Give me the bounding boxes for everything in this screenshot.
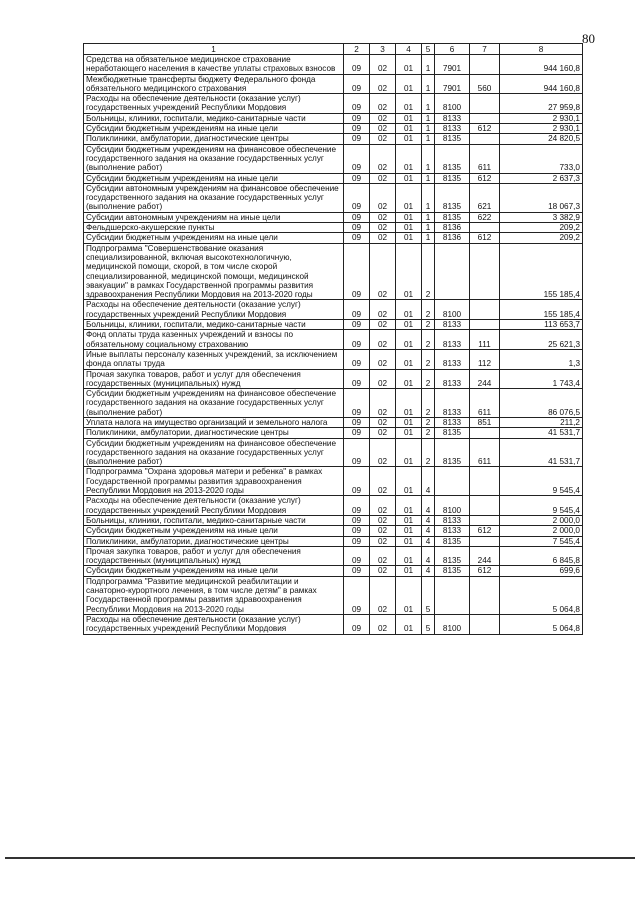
row-code-cell: 02 [370, 134, 396, 144]
row-amount-cell: 18 067,3 [500, 183, 583, 212]
table-row [84, 183, 583, 212]
table-row [84, 467, 583, 496]
row-code-cell: 8135 [435, 428, 470, 438]
row-code-cell: 612 [470, 124, 500, 134]
row-code-cell: 09 [344, 428, 370, 438]
row-name-cell: Субсидии бюджетным учреждениям на иные цели [84, 124, 344, 134]
row-amount-cell: 2 000,0 [500, 526, 583, 536]
row-code-cell: 01 [396, 223, 422, 233]
table-row [84, 417, 583, 427]
row-code-cell: 01 [396, 566, 422, 576]
table-row [84, 438, 583, 467]
row-code-cell [470, 55, 500, 75]
row-code-cell: 8133 [435, 389, 470, 418]
row-code-cell: 09 [344, 233, 370, 243]
row-amount-cell: 733,0 [500, 144, 583, 173]
row-code-cell: 02 [370, 243, 396, 300]
row-code-cell: 4 [422, 536, 435, 546]
row-name-cell: Уплата налога на имущество организаций и земельного налога [84, 417, 344, 427]
row-code-cell: 09 [344, 515, 370, 525]
row-amount-cell: 86 076,5 [500, 389, 583, 418]
row-amount-cell: 41 531,7 [500, 428, 583, 438]
row-code-cell: 1 [422, 183, 435, 212]
table-row [84, 320, 583, 330]
row-name-cell: Субсидии автономным учреждениям на иные цели [84, 212, 344, 222]
table-row [84, 134, 583, 144]
row-name-cell: Прочая закупка товаров, работ и услуг для обеспечения государственных (муниципальных) нужд [84, 546, 344, 566]
row-code-cell: 02 [370, 173, 396, 183]
row-code-cell [435, 467, 470, 496]
row-code-cell [435, 243, 470, 300]
row-amount-cell: 3 382,9 [500, 212, 583, 222]
row-code-cell: 1 [422, 233, 435, 243]
row-code-cell: 1 [422, 144, 435, 173]
row-code-cell: 4 [422, 467, 435, 496]
row-name-cell: Субсидии бюджетным учреждениям на иные цели [84, 526, 344, 536]
row-amount-cell: 24 820,5 [500, 134, 583, 144]
row-amount-cell: 944 160,8 [500, 55, 583, 75]
row-code-cell: 8100 [435, 94, 470, 114]
row-code-cell: 1 [422, 134, 435, 144]
row-code-cell: 2 [422, 243, 435, 300]
row-code-cell: 09 [344, 417, 370, 427]
row-code-cell: 8135 [435, 438, 470, 467]
row-code-cell [470, 614, 500, 634]
row-code-cell: 8133 [435, 515, 470, 525]
row-code-cell: 01 [396, 55, 422, 75]
header-cell: 6 [435, 44, 470, 55]
row-code-cell: 09 [344, 320, 370, 330]
row-code-cell: 01 [396, 94, 422, 114]
row-code-cell: 8135 [435, 134, 470, 144]
row-code-cell: 02 [370, 300, 396, 320]
row-code-cell [470, 428, 500, 438]
row-code-cell: 01 [396, 113, 422, 123]
row-code-cell: 01 [396, 546, 422, 566]
row-code-cell: 01 [396, 320, 422, 330]
table-row [84, 515, 583, 525]
row-code-cell: 09 [344, 536, 370, 546]
row-amount-cell: 7 545,4 [500, 536, 583, 546]
row-code-cell: 01 [396, 330, 422, 350]
table-row [84, 428, 583, 438]
row-code-cell [470, 113, 500, 123]
row-code-cell: 09 [344, 113, 370, 123]
header-cell: 3 [370, 44, 396, 55]
row-code-cell [470, 515, 500, 525]
row-amount-cell: 209,2 [500, 223, 583, 233]
row-code-cell: 622 [470, 212, 500, 222]
table-row [84, 124, 583, 134]
row-name-cell: Расходы на обеспечение деятельности (оказание услуг) государственных учреждений Республики Мордовия [84, 94, 344, 114]
row-code-cell: 611 [470, 389, 500, 418]
row-code-cell: 02 [370, 526, 396, 536]
row-code-cell: 09 [344, 55, 370, 75]
row-code-cell: 09 [344, 546, 370, 566]
row-name-cell: Больницы, клиники, госпитали, медико-санитарные части [84, 320, 344, 330]
row-amount-cell: 211,2 [500, 417, 583, 427]
row-code-cell: 8100 [435, 300, 470, 320]
row-code-cell: 2 [422, 300, 435, 320]
row-code-cell: 4 [422, 496, 435, 516]
row-code-cell: 1 [422, 223, 435, 233]
table-row [84, 55, 583, 75]
row-code-cell: 1 [422, 124, 435, 134]
row-code-cell: 09 [344, 467, 370, 496]
row-code-cell: 01 [396, 526, 422, 536]
row-code-cell: 09 [344, 349, 370, 369]
row-code-cell: 1 [422, 173, 435, 183]
row-amount-cell: 9 545,4 [500, 467, 583, 496]
table-row [84, 233, 583, 243]
row-code-cell: 02 [370, 55, 396, 75]
row-name-cell: Иные выплаты персоналу казенных учреждений, за исключением фонда оплаты труда [84, 349, 344, 369]
table-row [84, 173, 583, 183]
row-code-cell: 02 [370, 566, 396, 576]
row-code-cell: 111 [470, 330, 500, 350]
row-code-cell: 4 [422, 546, 435, 566]
row-code-cell: 1 [422, 74, 435, 94]
row-amount-cell: 5 064,8 [500, 614, 583, 634]
row-code-cell: 02 [370, 369, 396, 389]
row-code-cell: 02 [370, 546, 396, 566]
row-code-cell: 2 [422, 320, 435, 330]
row-amount-cell: 27 959,8 [500, 94, 583, 114]
row-code-cell: 01 [396, 183, 422, 212]
row-code-cell: 8100 [435, 496, 470, 516]
page-number: 80 [582, 31, 595, 46]
row-amount-cell: 25 621,3 [500, 330, 583, 350]
row-code-cell: 8100 [435, 614, 470, 634]
row-code-cell [470, 320, 500, 330]
row-code-cell: 09 [344, 566, 370, 576]
table-row [84, 74, 583, 94]
row-code-cell: 01 [396, 349, 422, 369]
row-amount-cell: 699,6 [500, 566, 583, 576]
row-code-cell: 2 [422, 369, 435, 389]
row-code-cell: 2 [422, 417, 435, 427]
row-code-cell: 02 [370, 467, 396, 496]
table-row [84, 546, 583, 566]
row-name-cell: Субсидии бюджетным учреждениям на иные цели [84, 173, 344, 183]
row-code-cell: 01 [396, 428, 422, 438]
row-code-cell: 01 [396, 369, 422, 389]
row-amount-cell: 41 531,7 [500, 438, 583, 467]
row-code-cell: 1 [422, 212, 435, 222]
row-amount-cell: 2 930,1 [500, 113, 583, 123]
row-code-cell: 02 [370, 536, 396, 546]
row-code-cell: 09 [344, 496, 370, 516]
row-code-cell: 1 [422, 55, 435, 75]
row-code-cell: 02 [370, 349, 396, 369]
row-code-cell: 02 [370, 223, 396, 233]
row-code-cell: 02 [370, 438, 396, 467]
row-code-cell: 09 [344, 223, 370, 233]
row-amount-cell: 209,2 [500, 233, 583, 243]
row-name-cell: Фонд оплаты труда казенных учреждений и взносы по обязательному социальному страхованию [84, 330, 344, 350]
row-code-cell: 5 [422, 576, 435, 614]
row-code-cell: 8135 [435, 212, 470, 222]
row-name-cell: Субсидии автономным учреждениям на финансовое обеспечение государственного задания на оказание государственных услуг (выполнение работ) [84, 183, 344, 212]
row-code-cell: 09 [344, 183, 370, 212]
row-amount-cell: 2 000,0 [500, 515, 583, 525]
row-name-cell: Поликлиники, амбулатории, диагностические центры [84, 134, 344, 144]
row-code-cell: 01 [396, 74, 422, 94]
header-cell: 8 [500, 44, 583, 55]
table-row [84, 330, 583, 350]
row-code-cell [470, 243, 500, 300]
row-code-cell [470, 536, 500, 546]
row-code-cell: 01 [396, 515, 422, 525]
row-name-cell: Субсидии бюджетным учреждениям на финансовое обеспечение государственного задания на оказание государственных услуг (выполнение работ) [84, 144, 344, 173]
row-code-cell [470, 576, 500, 614]
row-name-cell: Подпрограмма "Совершенствование оказания специализированной, включая высокотехнологичную, медицинской помощи, скорой, в том числе скорой специализированной, медицинской помощи, медицинской эвакуации" в рамках Государственной программы развития здравоохранения Республики Мордовия на 2013-2020 годы [84, 243, 344, 300]
row-code-cell: 09 [344, 243, 370, 300]
header-cell: 2 [344, 44, 370, 55]
row-code-cell: 4 [422, 566, 435, 576]
row-code-cell: 7901 [435, 74, 470, 94]
row-code-cell: 02 [370, 212, 396, 222]
row-name-cell: Средства на обязательное медицинское страхование неработающего населения в качестве уплаты страховых взносов [84, 55, 344, 75]
table-row [84, 496, 583, 516]
table-row [84, 369, 583, 389]
row-name-cell: Субсидии бюджетным учреждениям на финансовое обеспечение государственного задания на оказание государственных услуг (выполнение работ) [84, 438, 344, 467]
row-code-cell: 01 [396, 233, 422, 243]
row-code-cell: 02 [370, 183, 396, 212]
row-code-cell: 244 [470, 546, 500, 566]
row-code-cell: 8133 [435, 124, 470, 134]
row-code-cell: 09 [344, 438, 370, 467]
row-code-cell [470, 467, 500, 496]
row-code-cell: 02 [370, 614, 396, 634]
row-code-cell: 2 [422, 330, 435, 350]
row-code-cell: 01 [396, 467, 422, 496]
row-code-cell: 09 [344, 576, 370, 614]
row-code-cell: 09 [344, 614, 370, 634]
row-code-cell: 09 [344, 134, 370, 144]
row-name-cell: Расходы на обеспечение деятельности (оказание услуг) государственных учреждений Республики Мордовия [84, 300, 344, 320]
header-cell: 7 [470, 44, 500, 55]
row-code-cell: 02 [370, 330, 396, 350]
row-code-cell: 8133 [435, 349, 470, 369]
row-code-cell [470, 134, 500, 144]
row-name-cell: Больницы, клиники, госпитали, медико-санитарные части [84, 113, 344, 123]
row-name-cell: Субсидии бюджетным учреждениям на иные цели [84, 566, 344, 576]
row-amount-cell: 113 653,7 [500, 320, 583, 330]
row-code-cell: 8136 [435, 233, 470, 243]
row-code-cell: 02 [370, 417, 396, 427]
row-code-cell: 02 [370, 496, 396, 516]
row-code-cell: 01 [396, 536, 422, 546]
row-code-cell: 02 [370, 74, 396, 94]
row-code-cell: 02 [370, 94, 396, 114]
table-row [84, 243, 583, 300]
row-code-cell: 02 [370, 515, 396, 525]
row-name-cell: Субсидии бюджетным учреждениям на иные цели [84, 233, 344, 243]
row-code-cell: 01 [396, 496, 422, 516]
row-code-cell: 4 [422, 526, 435, 536]
header-cell: 1 [84, 44, 344, 55]
row-name-cell: Подпрограмма "Развитие медицинской реабилитации и санаторно-курортного лечения, в том числе детям" в рамках Государственной программы развития здравоохранения Республики Мордовия на 2013-2020 годы [84, 576, 344, 614]
row-amount-cell: 6 845,8 [500, 546, 583, 566]
row-name-cell: Прочая закупка товаров, работ и услуг для обеспечения государственных (муниципальных) нужд [84, 369, 344, 389]
row-code-cell: 02 [370, 320, 396, 330]
row-code-cell: 7901 [435, 55, 470, 75]
row-code-cell: 09 [344, 94, 370, 114]
row-name-cell: Субсидии бюджетным учреждениям на финансовое обеспечение государственного задания на оказание государственных услуг (выполнение работ) [84, 389, 344, 418]
table-row [84, 389, 583, 418]
row-code-cell: 09 [344, 369, 370, 389]
table-row [84, 113, 583, 123]
row-code-cell: 8133 [435, 369, 470, 389]
table-row [84, 223, 583, 233]
header-row [84, 44, 583, 55]
row-code-cell: 2 [422, 428, 435, 438]
table-row [84, 526, 583, 536]
row-code-cell: 621 [470, 183, 500, 212]
table-row [84, 566, 583, 576]
table-row [84, 300, 583, 320]
row-code-cell [470, 223, 500, 233]
row-code-cell: 8135 [435, 183, 470, 212]
row-amount-cell: 9 545,4 [500, 496, 583, 516]
row-code-cell: 01 [396, 144, 422, 173]
row-code-cell: 2 [422, 349, 435, 369]
row-amount-cell: 1,3 [500, 349, 583, 369]
row-code-cell: 2 [422, 389, 435, 418]
row-code-cell: 02 [370, 428, 396, 438]
row-code-cell: 1 [422, 94, 435, 114]
table-row [84, 349, 583, 369]
row-code-cell: 8135 [435, 536, 470, 546]
row-code-cell: 560 [470, 74, 500, 94]
row-code-cell: 09 [344, 173, 370, 183]
row-code-cell: 02 [370, 576, 396, 614]
row-code-cell: 01 [396, 417, 422, 427]
row-code-cell: 244 [470, 369, 500, 389]
row-code-cell: 1 [422, 113, 435, 123]
row-name-cell: Больницы, клиники, госпитали, медико-санитарные части [84, 515, 344, 525]
row-amount-cell: 944 160,8 [500, 74, 583, 94]
row-code-cell: 01 [396, 438, 422, 467]
row-code-cell: 612 [470, 173, 500, 183]
row-name-cell: Расходы на обеспечение деятельности (оказание услуг) государственных учреждений Республики Мордовия [84, 496, 344, 516]
row-code-cell: 8133 [435, 330, 470, 350]
table-row [84, 536, 583, 546]
row-name-cell: Подпрограмма "Охрана здоровья матери и ребенка" в рамках Государственной программы развития здравоохранения Республики Мордовия на 2013-2020 годы [84, 467, 344, 496]
row-code-cell: 02 [370, 389, 396, 418]
row-code-cell: 01 [396, 134, 422, 144]
table-row [84, 614, 583, 634]
table-body [84, 55, 583, 635]
row-code-cell: 8133 [435, 417, 470, 427]
row-code-cell: 2 [422, 438, 435, 467]
row-code-cell: 01 [396, 243, 422, 300]
row-code-cell [470, 300, 500, 320]
row-code-cell: 09 [344, 74, 370, 94]
bottom-rule [5, 857, 635, 859]
row-code-cell: 09 [344, 212, 370, 222]
row-code-cell: 8135 [435, 173, 470, 183]
row-name-cell: Фельдшерско-акушерские пункты [84, 223, 344, 233]
row-code-cell: 01 [396, 576, 422, 614]
row-amount-cell: 155 185,4 [500, 243, 583, 300]
row-name-cell: Поликлиники, амбулатории, диагностические центры [84, 428, 344, 438]
row-name-cell: Поликлиники, амбулатории, диагностические центры [84, 536, 344, 546]
row-code-cell: 09 [344, 389, 370, 418]
table-row [84, 212, 583, 222]
row-code-cell: 01 [396, 300, 422, 320]
row-code-cell: 612 [470, 526, 500, 536]
row-code-cell: 01 [396, 212, 422, 222]
header-cell: 5 [422, 44, 435, 55]
row-code-cell: 8135 [435, 566, 470, 576]
row-code-cell: 851 [470, 417, 500, 427]
row-code-cell: 02 [370, 124, 396, 134]
row-code-cell: 09 [344, 124, 370, 134]
row-amount-cell: 5 064,8 [500, 576, 583, 614]
row-code-cell: 612 [470, 566, 500, 576]
row-code-cell: 01 [396, 614, 422, 634]
budget-table [83, 43, 583, 635]
row-code-cell: 4 [422, 515, 435, 525]
row-code-cell: 611 [470, 438, 500, 467]
row-code-cell: 8133 [435, 320, 470, 330]
row-code-cell: 09 [344, 144, 370, 173]
row-code-cell: 02 [370, 113, 396, 123]
table-row [84, 576, 583, 614]
row-code-cell: 612 [470, 233, 500, 243]
row-code-cell: 09 [344, 330, 370, 350]
row-code-cell: 02 [370, 144, 396, 173]
row-code-cell: 02 [370, 233, 396, 243]
row-amount-cell: 1 743,4 [500, 369, 583, 389]
row-code-cell: 611 [470, 144, 500, 173]
row-code-cell: 112 [470, 349, 500, 369]
row-code-cell: 8133 [435, 526, 470, 536]
row-amount-cell: 155 185,4 [500, 300, 583, 320]
row-code-cell: 8135 [435, 546, 470, 566]
row-code-cell: 8136 [435, 223, 470, 233]
row-code-cell: 01 [396, 389, 422, 418]
row-code-cell: 8135 [435, 144, 470, 173]
row-code-cell [470, 94, 500, 114]
table-row [84, 144, 583, 173]
row-amount-cell: 2 930,1 [500, 124, 583, 134]
row-code-cell [470, 496, 500, 516]
header-cell: 4 [396, 44, 422, 55]
row-code-cell: 8133 [435, 113, 470, 123]
row-code-cell: 09 [344, 300, 370, 320]
row-code-cell: 5 [422, 614, 435, 634]
table-row [84, 94, 583, 114]
row-code-cell: 09 [344, 526, 370, 536]
row-name-cell: Межбюджетные трансферты бюджету Федерального фонда обязательного медицинского страхования [84, 74, 344, 94]
row-name-cell: Расходы на обеспечение деятельности (оказание услуг) государственных учреждений Республики Мордовия [84, 614, 344, 634]
row-amount-cell: 2 637,3 [500, 173, 583, 183]
row-code-cell: 01 [396, 124, 422, 134]
row-code-cell: 01 [396, 173, 422, 183]
row-code-cell [435, 576, 470, 614]
